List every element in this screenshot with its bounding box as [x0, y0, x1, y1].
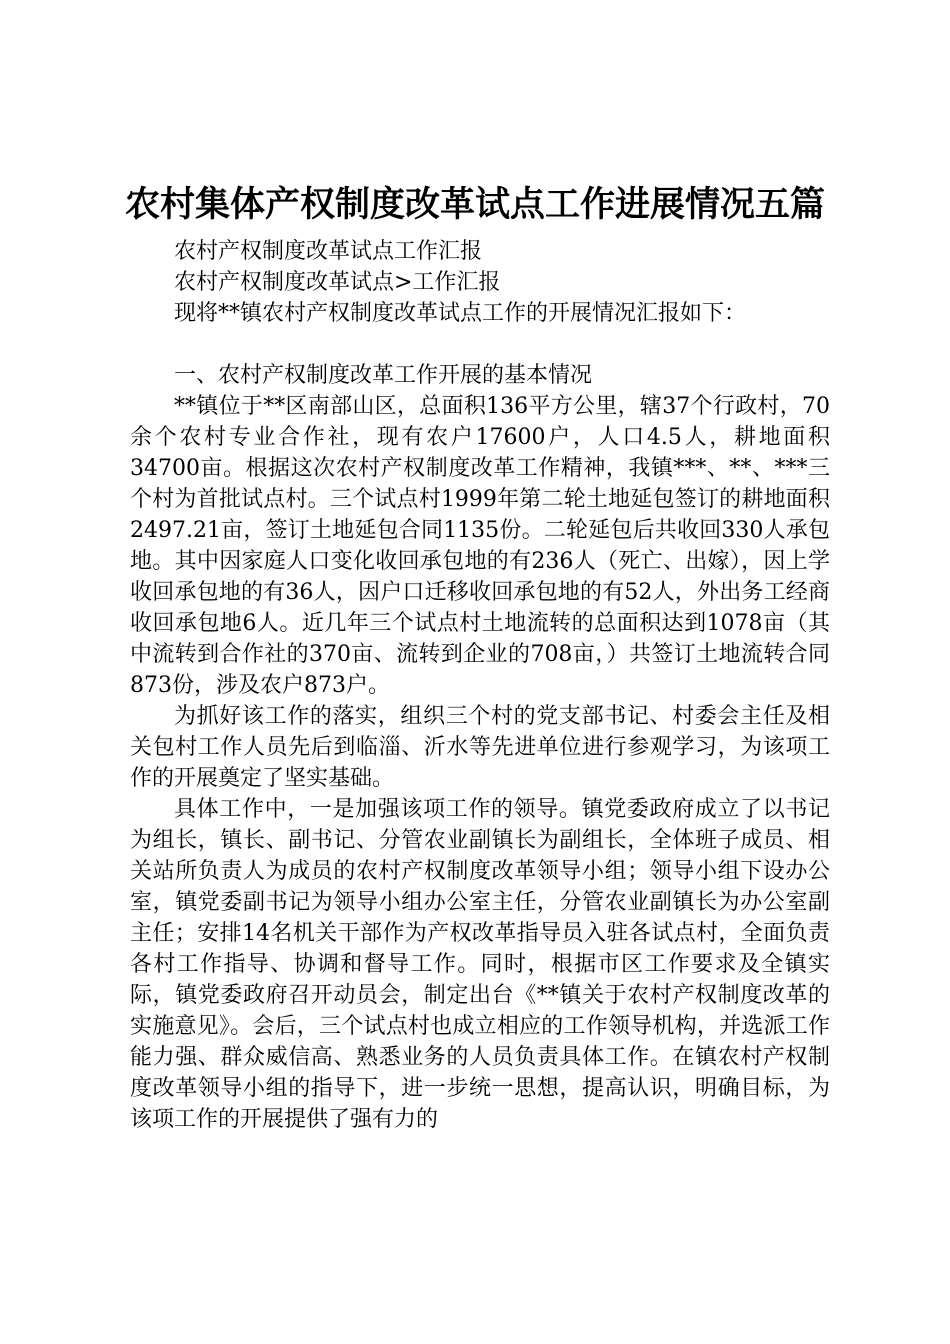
- paragraph-heading-2: 农村产权制度改革试点>工作汇报: [174, 270, 501, 295]
- paragraph-study-visit: 为抓好该工作的落实，组织三个村的党支部书记、村委会主任及相关包村工作人员先后到临淄、沂水等先进单位进行参观学习，为该项工作的开展奠定了坚实基础。: [130, 704, 830, 791]
- document-body: [130, 236, 830, 1135]
- blank-line: [130, 329, 830, 360]
- paragraph-basic-situation: **镇位于**区南部山区，总面积136平方公里，辖37个行政村，70余个农村专业合作社，现有农户17600户，人口4.5人，耕地面积34700亩。根据这次农村产权制度改革工作精神，我镇***、**、***三个村为首批试点村。三个试点村1999年第二轮土地延包签订的耕地面积2497.21亩，签订土地延包合同1135份。二轮延包后共收回330人承包地。其中因家庭人口变化收回承包地的有236人（死亡、出嫁），因上学收回承包地的有36人，因户口迁移收回承包地的有52人，外出务工经商收回承包地6人。近几年三个试点村土地流转的总面积达到1078亩（其中流转到合作社的370亩、流转到企业的708亩，）共签订土地流转合同873份，涉及农户873户。: [130, 394, 830, 698]
- paragraph-heading-1: 农村产权制度改革试点工作汇报: [174, 239, 483, 264]
- section-heading: 一、农村产权制度改革工作开展的基本情况: [174, 363, 593, 388]
- paragraph-leadership: 具体工作中，一是加强该项工作的领导。镇党委政府成立了以书记为组长，镇长、副书记、分管农业副镇长为副组长，全体班子成员、相关站所负责人为成员的农村产权制度改革领导小组；领导小组下设办公室，镇党委副书记为领导小组办公室主任，分管农业副镇长为办公室副主任；安排14名机关干部作为产权改革指导员入驻各试点村，全面负责各村工作指导、协调和督导工作。同时，根据市区工作要求及全镇实际，镇党委政府召开动员会，制定出台《**镇关于农村产权制度改革的实施意见》。会后，三个试点村也成立相应的工作领导机构，并选派工作能力强、群众威信高、熟悉业务的人员负责具体工作。在镇农村产权制度改革领导小组的指导下，进一步统一思想，提高认识，明确目标，为该项工作的开展提供了强有力的: [130, 797, 830, 1132]
- paragraph-intro: 现将**镇农村产权制度改革试点工作的开展情况汇报如下：: [174, 301, 747, 326]
- document-title: 农村集体产权制度改革试点工作进展情况五篇: [124, 185, 825, 225]
